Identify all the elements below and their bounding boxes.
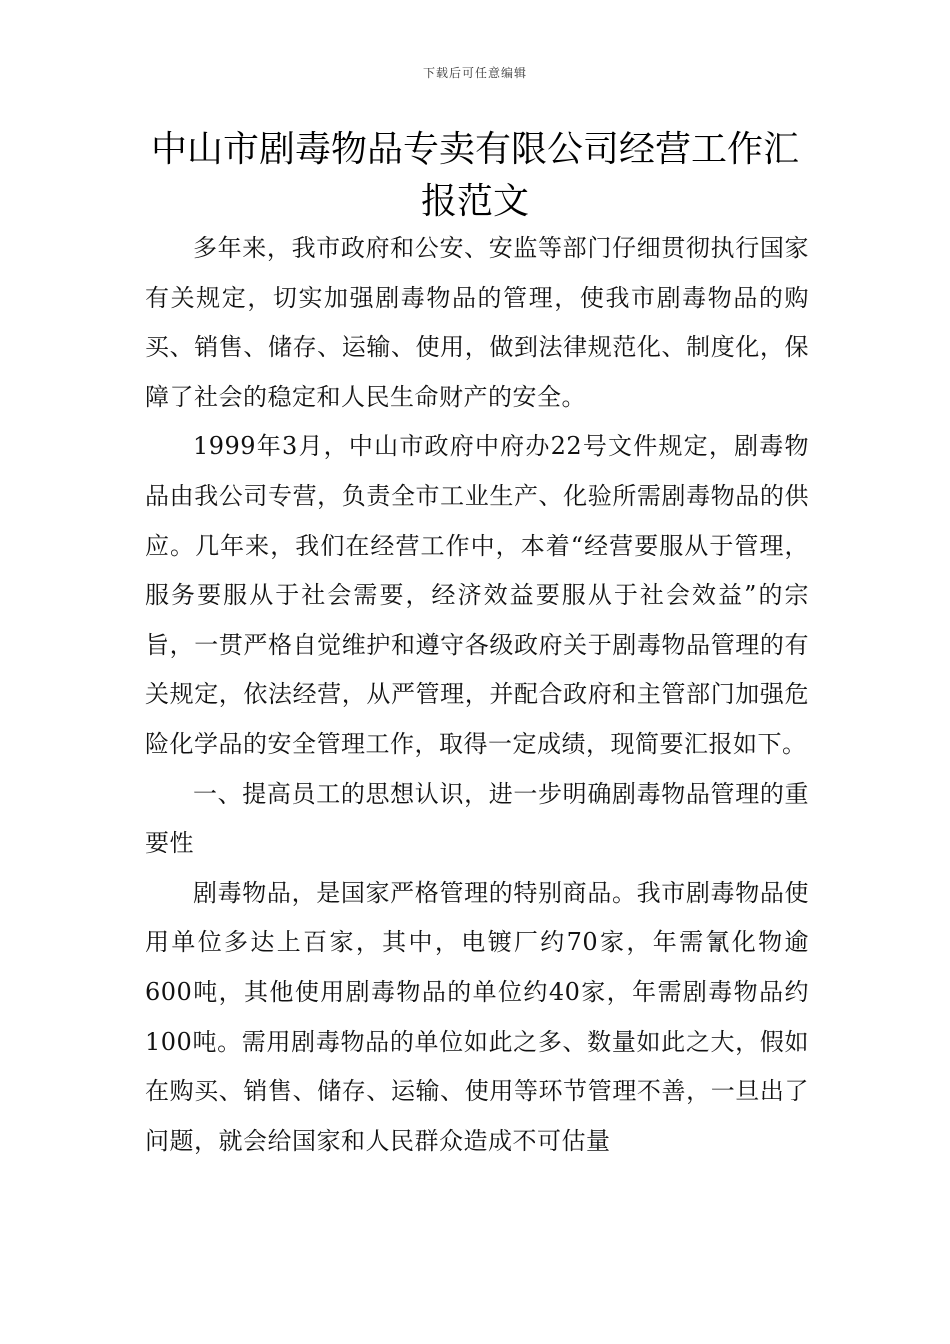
paragraph-intro: 多年来，我市政府和公安、安监等部门仔细贯彻执行国家有关规定，切实加强剧毒物品的管理，使我市剧毒物品的购买、销售、储存、运输、使用，做到法律规范化、制度化，保障了社会的稳定和人民生命财产的安全。	[145, 234, 809, 411]
document-title: 中山市剧毒物品专卖有限公司经营工作汇报范文	[150, 129, 799, 222]
document-body	[145, 224, 809, 1166]
section-heading-1: 一、提高员工的思想认识，进一步明确剧毒物品管理的重要性	[145, 779, 809, 858]
header-note: 下载后可任意编辑	[422, 66, 527, 80]
paragraph-section-1: 剧毒物品，是国家严格管理的特别商品。我市剧毒物品使用单位多达上百家，其中，电镀厂约70家，年需氰化物逾600吨，其他使用剧毒物品的单位约40家，年需剧毒物品约100吨。需用剧毒物品的单位如此之多、数量如此之大，假如在购买、销售、储存、运输、使用等环节管理不善，一旦出了问题，就会给国家和人民群众造成不可估量	[145, 878, 809, 1155]
paragraph-background: 1999年3月，中山市政府中府办22号文件规定，剧毒物品由我公司专营，负责全市工业生产、化验所需剧毒物品的供应。几年来，我们在经营工作中，本着“经营要服从于管理，服务要服从于社会需要，经济效益要服从于社会效益”的宗旨，一贯严格自觉维护和遵守各级政府关于剧毒物品管理的有关规定，依法经营，从严管理，并配合政府和主管部门加强危险化学品的安全管理工作，取得一定成绩，现简要汇报如下。	[145, 432, 809, 758]
